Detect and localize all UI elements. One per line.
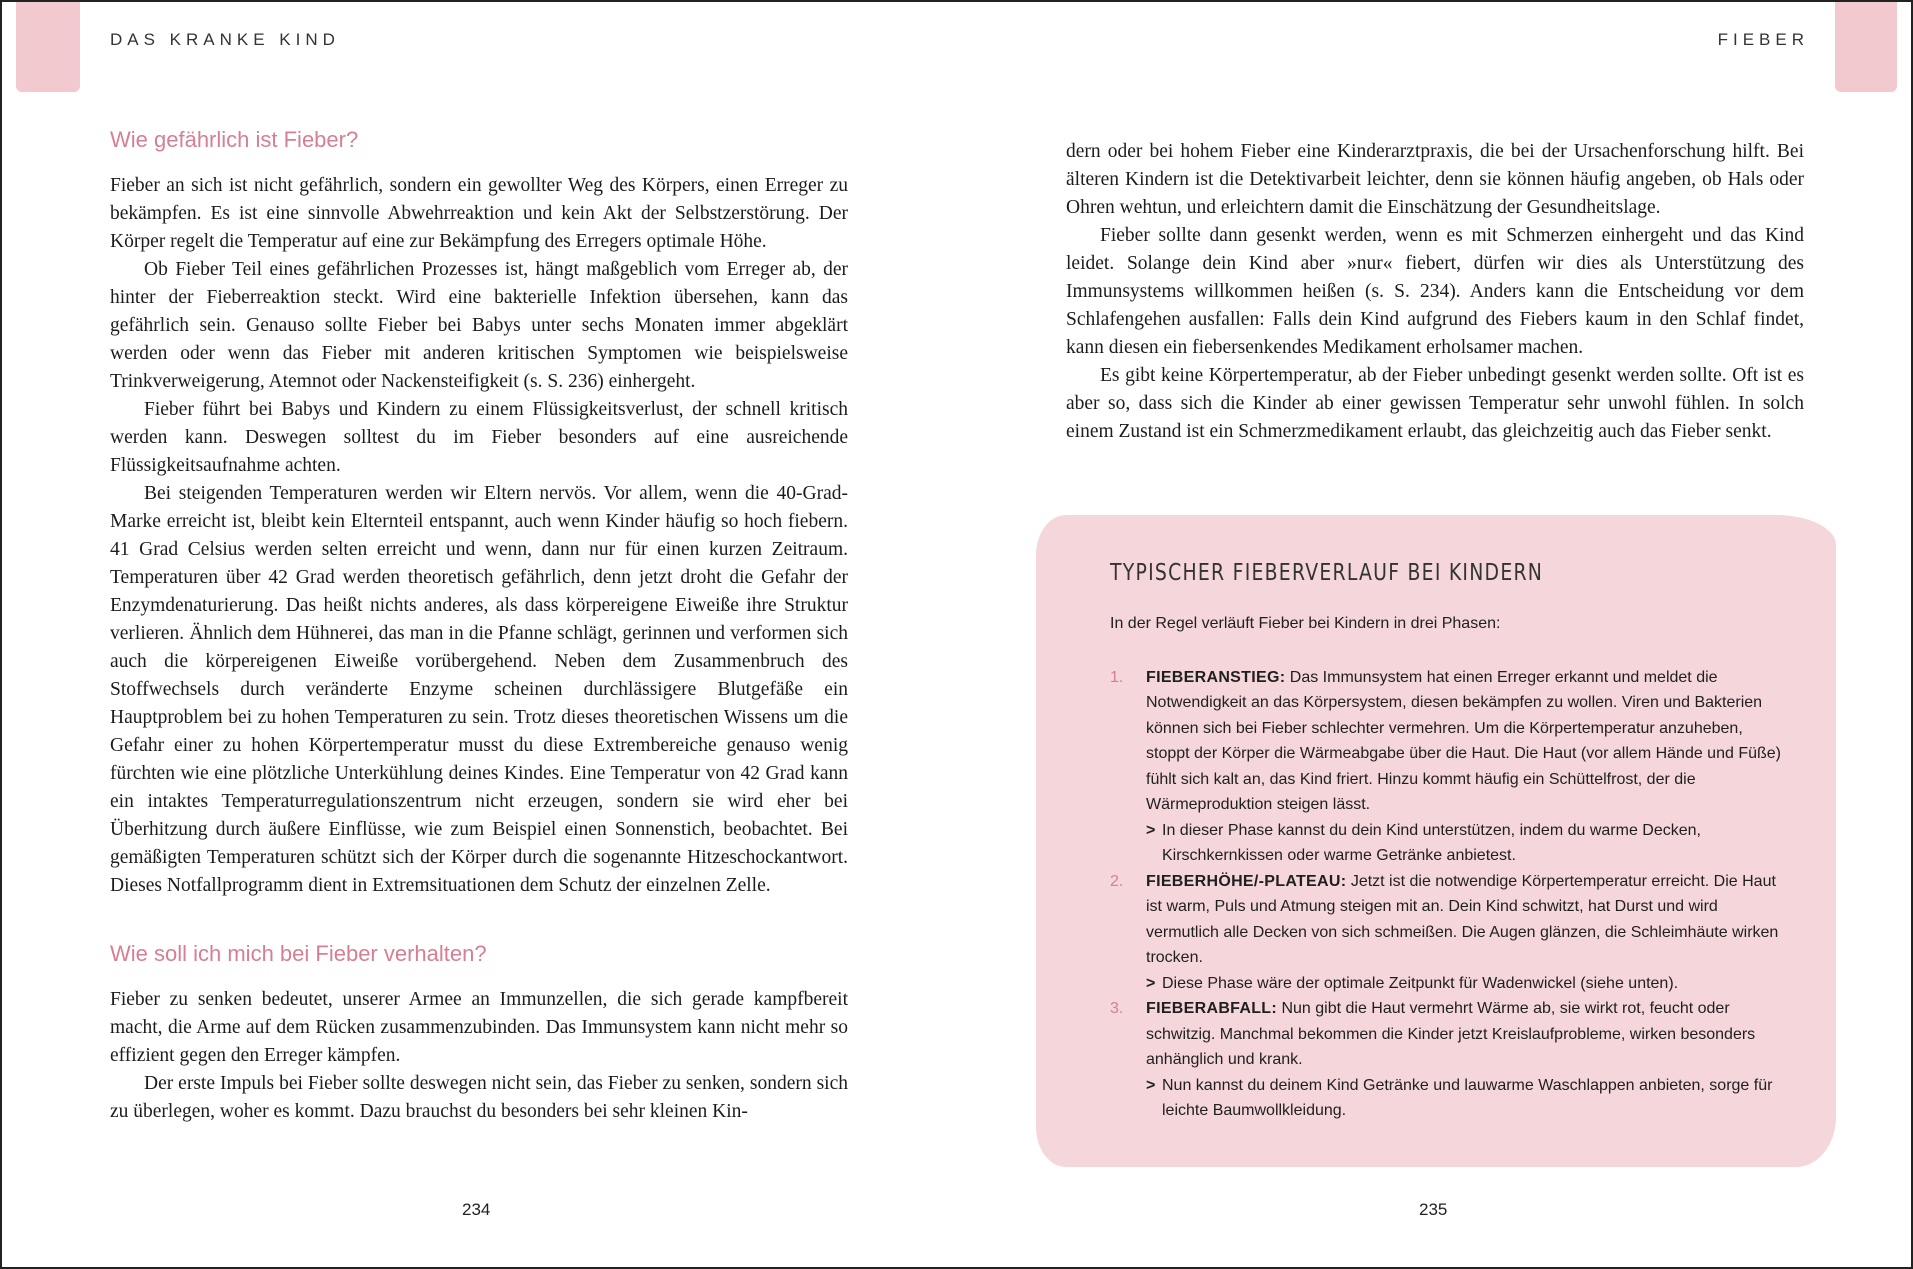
phase-tip — [1146, 971, 1790, 997]
running-header-left: DAS KRANKE KIND — [110, 30, 340, 49]
paragraph: Der erste Impuls bei Fieber sollte deswegen nicht sein, das Fieber zu senken, sondern sich zu überlegen, woher es kommt. Dazu brauchst du besonders bei sehr kleinen Kin- — [110, 1073, 848, 1122]
phase-item — [1110, 996, 1790, 1124]
phase-tip — [1146, 818, 1790, 869]
info-box — [1036, 515, 1836, 1167]
phase-number: 3. — [1110, 1000, 1124, 1017]
phase-term: FIEBERABFALL: — [1146, 1000, 1278, 1017]
arrow-right-icon: > — [1146, 1076, 1156, 1094]
phase-tip — [1146, 1073, 1790, 1124]
paragraph: Fieber sollte dann gesenkt werden, wenn es mit Schmerzen einhergeht und das Kind leidet. Solange dein Kind aber »nur« fiebert, dürfen wir dies als Unterstützung des Immunsystems willkommen heißen (s. S. 234). Anders kann die Entscheidung vor dem Schlafengehen ausfallen: Falls dein Kind aufgrund des Fiebers kaum in den Schlaf findet, kann diesen ein fiebersenkendes Medikament erholsamer machen. — [1066, 225, 1804, 358]
phase-tip-text: In dieser Phase kannst du dein Kind unterstützen, indem du warme Decken, Kirschkernkissen oder warme Getränke anbietest. — [1162, 821, 1701, 864]
page-number-right: 235 — [1419, 1200, 1448, 1219]
phase-item — [1110, 665, 1790, 869]
pink-tab-left — [16, 2, 80, 92]
left-page — [110, 120, 848, 1126]
paragraph: Fieber zu senken bedeutet, unserer Armee an Immunzellen, die sich gerade kampfbereit macht, die Arme auf dem Rücken zusammenzubinden. Das Immunsystem kann nicht mehr so effizient gegen den Erreger kämpfen. — [110, 989, 848, 1066]
info-box-title: TYPISCHER FIEBERVERLAUF BEI KINDERN — [1110, 560, 1544, 586]
paragraph: Es gibt keine Körpertemperatur, ab der Fieber unbedingt gesenkt werden sollte. Oft ist es aber so, dass sich die Kinder ab einer gewissen Temperatur sehr unwohl fühlen. In solch einem Zustand ist ein Schmerzmedikament erlaubt, das gleichzeitig auch das Fieber senkt. — [1066, 365, 1804, 442]
page-number-left: 234 — [462, 1200, 491, 1219]
right-page — [1066, 138, 1804, 446]
paragraph: dern oder bei hohem Fieber eine Kinderarztpraxis, die bei der Ursachenforschung hilft. Bei älteren Kindern ist die Detektivarbeit leichter, denn sie können häufig angeben, ob Hals oder Ohren wehtun, und erleichtern damit die Einschätzung der Gesundheitslage. — [1066, 141, 1804, 218]
phase-term: FIEBERANSTIEG: — [1146, 668, 1286, 686]
phase-text: Das Immunsystem hat einen Erreger erkannt und meldet die Notwendigkeit an das Körpersystem, diesen bekämpfen zu wollen. Viren und Bakterien können sich bei Fieber schlechter vermehren. Um die Körpertemperatur anzuheben, stoppt der Körper die Wärmeabgabe über die Haut. Die Haut (vor allem Hände und Füße) fühlt sich kalt an, das Kind friert. Hinzu kommt häufig ein Schüttelfrost, der die Wärmeproduktion steigen lässt. — [1146, 668, 1781, 813]
phase-tip-text: Diese Phase wäre der optimale Zeitpunkt für Wadenwickel (siehe unten). — [1162, 974, 1679, 992]
phase-text: Jetzt ist die notwendige Körpertemperatur erreicht. Die Haut ist warm, Puls und Atmung steigen mit an. Dein Kind schwitzt, hat Durst und wird vermutlich alle Decken von sich schmeißen. Die Augen glänzen, die Schleimhäute wirken trocken. — [1146, 872, 1779, 966]
arrow-right-icon: > — [1146, 821, 1156, 839]
phase-number: 2. — [1110, 872, 1124, 890]
phase-term: FIEBERHÖHE/-PLATEAU: — [1146, 872, 1347, 890]
phase-list — [1110, 665, 1790, 1124]
section-heading-behaviour: Wie soll ich mich bei Fieber verhalten? — [110, 941, 487, 966]
paragraph: Fieber führt bei Babys und Kindern zu einem Flüssigkeitsverlust, der schnell kritisch werden kann. Deswegen solltest du im Fieber besonders auf eine ausreichende Flüssigkeitsaufnahme achten. — [110, 399, 848, 476]
arrow-right-icon: > — [1146, 974, 1156, 992]
pink-tab-right — [1835, 2, 1897, 92]
running-header-right: FIEBER — [1717, 30, 1809, 49]
phase-item — [1110, 869, 1790, 997]
info-box-intro: In der Regel verläuft Fieber bei Kindern in drei Phasen: — [1110, 615, 1501, 632]
paragraph: Ob Fieber Teil eines gefährlichen Prozesses ist, hängt maßgeblich vom Erreger ab, der hinter der Fieberreaktion steckt. Wird eine bakterielle Infektion übersehen, kann das gefährlich sein. Genauso sollte Fieber bei Babys unter sechs Monaten immer abgeklärt werden oder wenn das Fieber mit anderen kritischen Symptomen wie beispielsweise Trinkverweigerung, Atemnot oder Nackensteifigkeit (s. S. 236) einhergeht. — [110, 259, 848, 392]
paragraph: Bei steigenden Temperaturen werden wir Eltern nervös. Vor allem, wenn die 40-Grad-Marke erreicht ist, bleibt kein Elternteil entspannt, auch wenn Kinder häufig so hoch fiebern. 41 Grad Celsius werden selten erreicht und wenn, dann nur für einen kurzen Zeitraum. Temperaturen über 42 Grad werden theoretisch gefährlich, denn jetzt droht die Gefahr der Enzymdenaturierung. Das heißt nichts anderes, als dass körpereigene Eiweiße ihre Struktur verlieren. Ähnlich dem Hühnerei, das man in die Pfanne schlägt, gerinnen und verformen sich auch die körpereigenen Eiweiße vorübergehend. Neben dem Zusammenbruch des Stoffwechsels durch veränderte Enzyme scheinen durchlässigere Blutgefäße ein Hauptproblem bei zu hohen Temperaturen zu sein. Trotz dieses theoretischen Wissens um die Gefahr einer zu hohen Körpertemperatur musst du diese Extrembereiche genauso wenig fürchten wie eine plötzliche Unterkühlung deines Kindes. Eine Temperatur von 42 Grad kann ein intaktes Temperaturregulationszentrum nicht erzeugen, sondern sie wird eher bei Überhitzung durch äußere Einflüsse, wie zum Beispiel einen Sonnenstich, beobachtet. Bei gemäßigten Temperaturen schützt sich der Körper durch die sogenannte Hitzeschockantwort. Dieses Notfallprogramm dient in Extremsituationen dem Schutz der einzelnen Zelle. — [110, 483, 848, 896]
phase-number: 1. — [1110, 668, 1124, 686]
section-heading-danger: Wie gefährlich ist Fieber? — [110, 127, 359, 152]
paragraph: Fieber an sich ist nicht gefährlich, sondern ein gewollter Weg des Körpers, einen Erreger zu bekämpfen. Es ist eine sinnvolle Abwehrreaktion und kein Akt der Selbstzerstörung. Der Körper regelt die Temperatur auf eine zur Bekämpfung des Erregers optimale Höhe. — [110, 175, 848, 252]
phase-tip-text: Nun kannst du deinem Kind Getränke und lauwarme Waschlappen anbieten, sorge für leichte Baumwollkleidung. — [1162, 1076, 1773, 1119]
phase-text: Nun gibt die Haut vermehrt Wärme ab, sie wirkt rot, feucht oder schwitzig. Manchmal bekommen die Kinder jetzt Kreislaufprobleme, wirken besonders anhänglich und krank. — [1146, 1000, 1756, 1068]
